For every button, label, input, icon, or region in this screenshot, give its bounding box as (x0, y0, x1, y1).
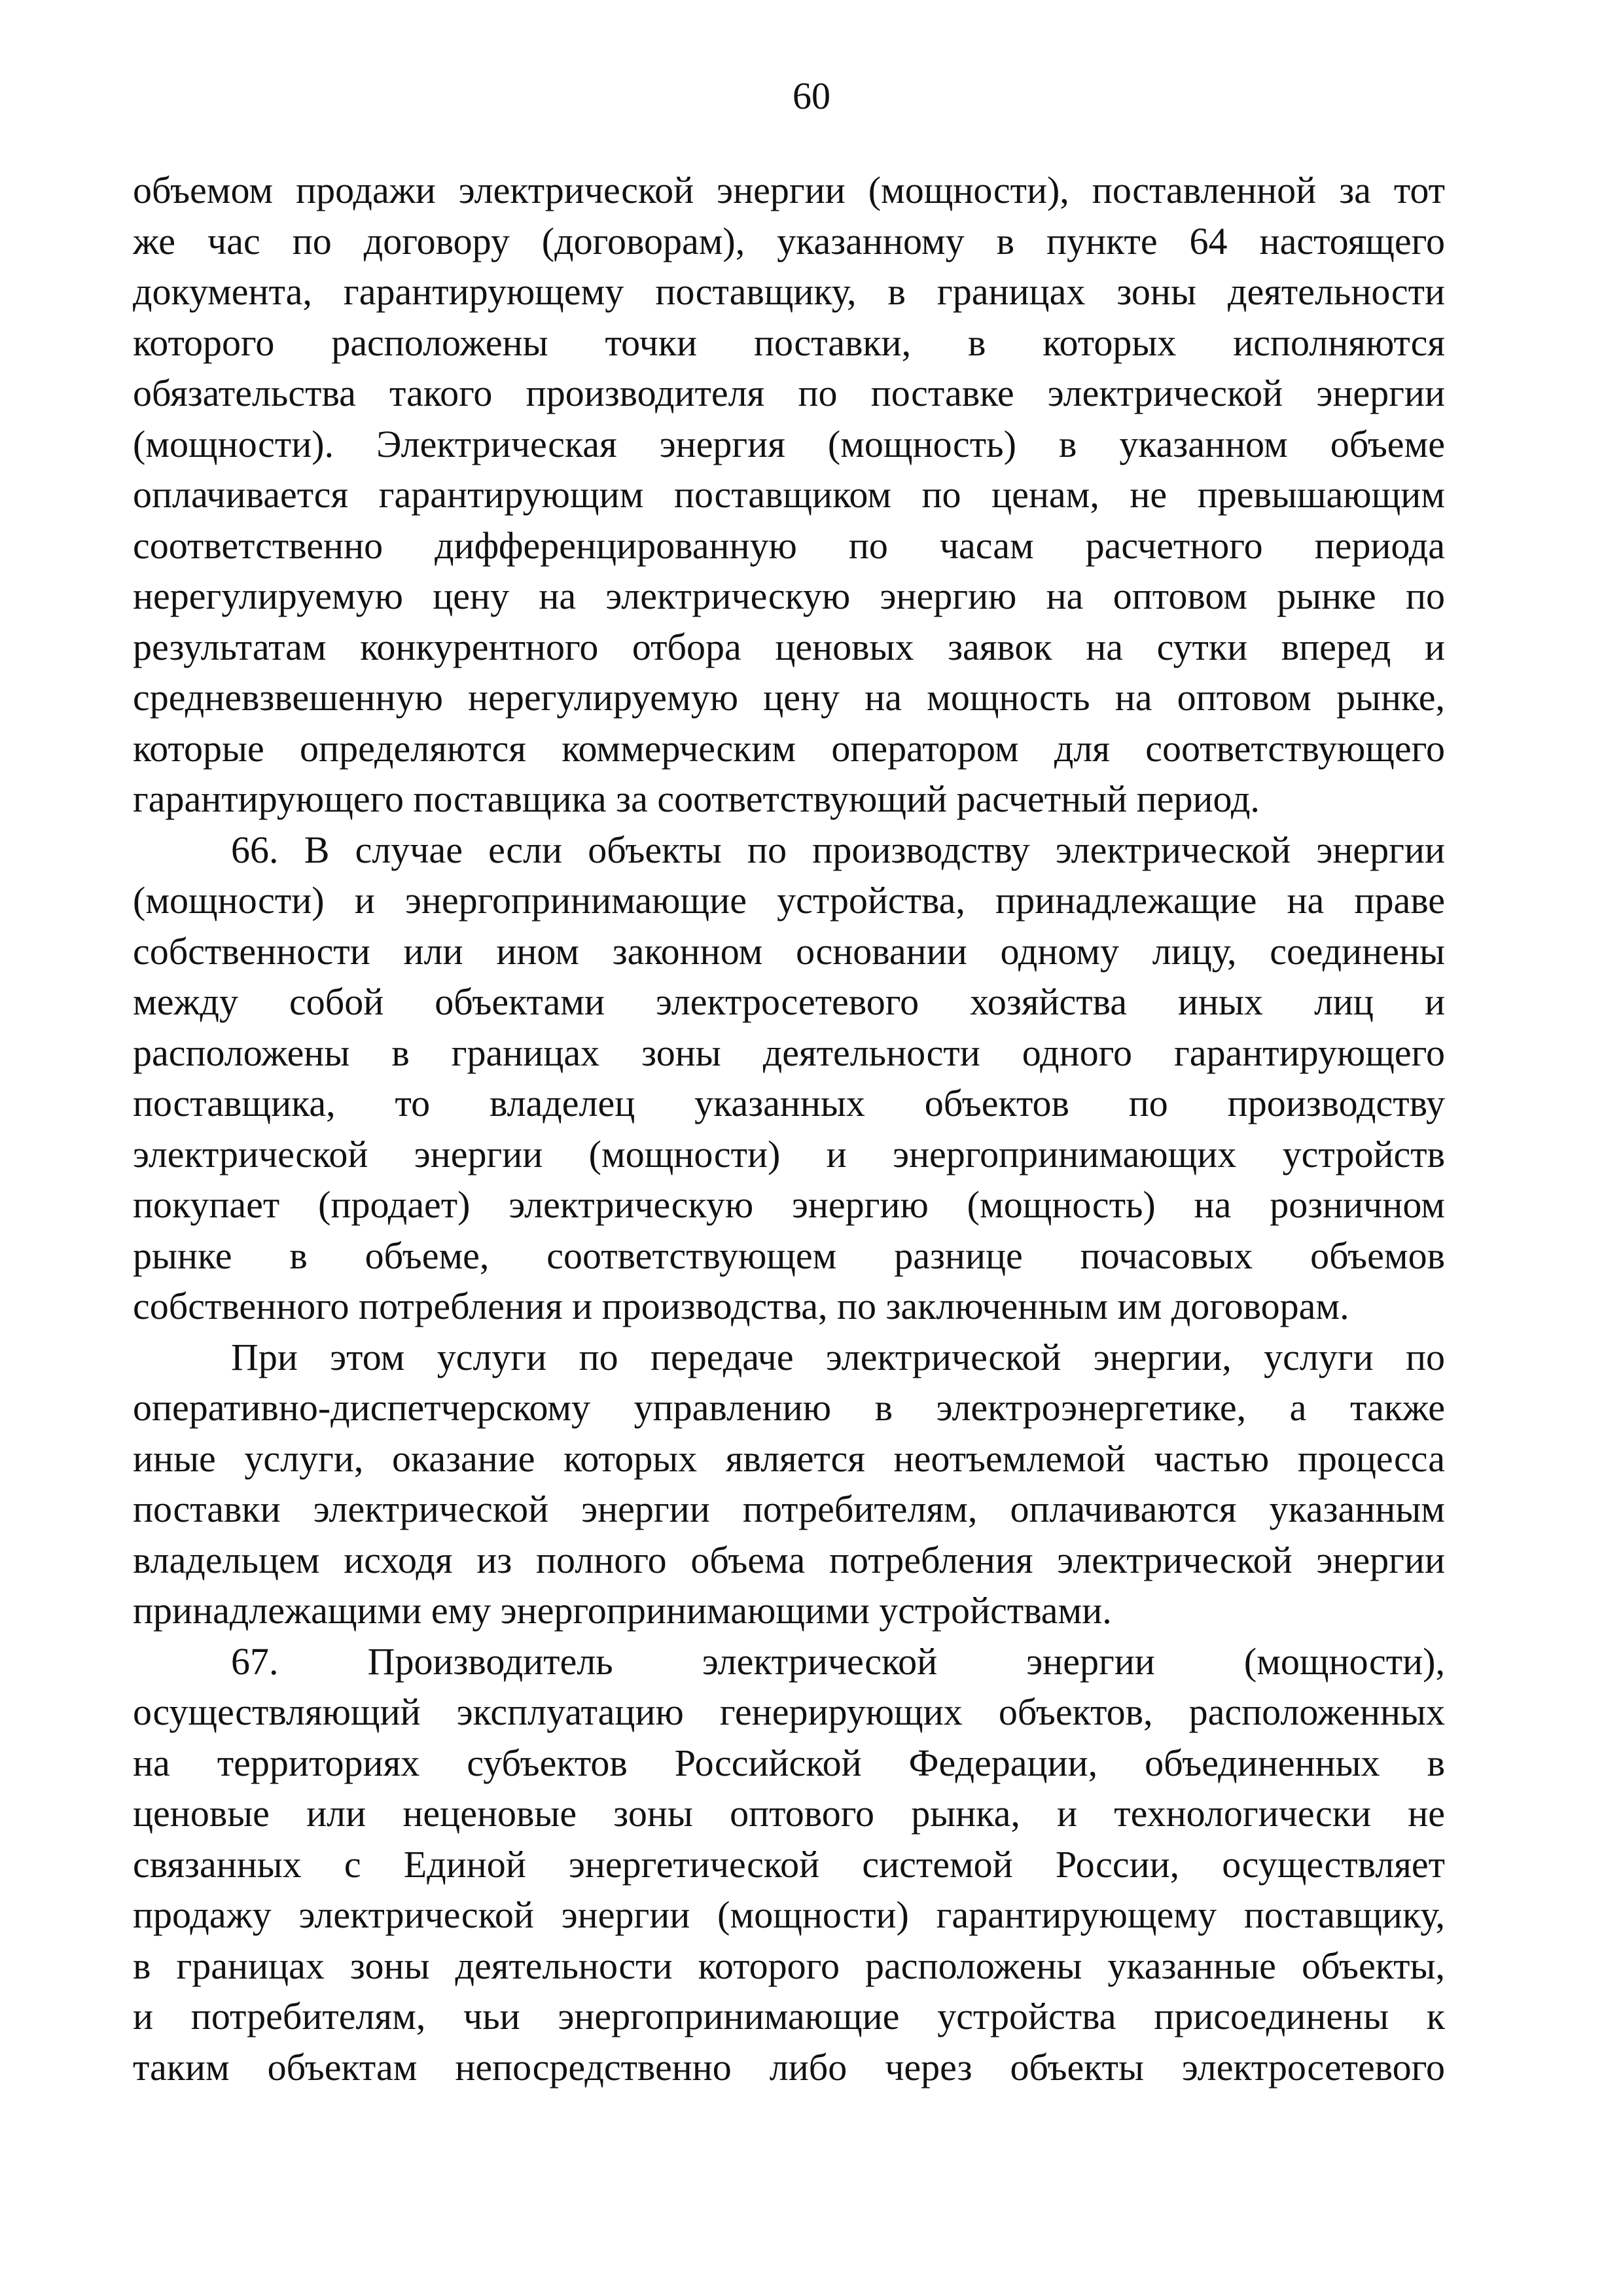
text-line: ценовые или неценовые зоны оптового рынка, и технологически не (133, 1792, 1445, 1835)
text-line: осуществляющий эксплуатацию генерирующих объектов, расположенных (133, 1691, 1445, 1733)
text-line: При этом услуги по передаче электрической энергии, услуги по (231, 1335, 1445, 1378)
text-line: документа, гарантирующему поставщику, в границах зоны деятельности (133, 270, 1445, 313)
text-line: собственности или ином законном основании одному лицу, соединены (133, 929, 1445, 973)
text-line: (мощности) и энергопринимающие устройства, принадлежащие на праве (133, 879, 1445, 922)
text-line: рынке в объеме, соответствующем разнице почасовых объемов (133, 1234, 1445, 1277)
text-line: 67. Производитель электрической энергии (мощности), (231, 1640, 1445, 1683)
text-line: 66. В случае если объекты по производству электрической энергии (231, 828, 1445, 871)
text-line: поставщика, то владелец указанных объектов по производству (133, 1082, 1445, 1124)
text-line: между собой объектами электросетевого хозяйства иных лиц и (133, 980, 1445, 1023)
text-line: результатам конкурентного отбора ценовых заявок на сутки вперед и (133, 625, 1445, 668)
text-line: оплачивается гарантирующим поставщиком по ценам, не превышающим (133, 473, 1445, 516)
text-line: собственного потребления и производства, по заключенным им договорам. (133, 1285, 1349, 1327)
paragraph-item-66 (133, 825, 1445, 1332)
text-line: (мощности). Электрическая энергия (мощность) в указанном объеме (133, 422, 1445, 465)
text-line: иные услуги, оказание которых является неотъемлемой частью процесса (133, 1437, 1445, 1480)
text-line: связанных с Единой энергетической системой России, осуществляет (133, 1842, 1445, 1886)
text-line: объемом продажи электрической энергии (мощности), поставленной за тот (133, 169, 1445, 211)
text-line: принадлежащими ему энергопринимающими устройствами. (133, 1589, 1112, 1632)
text-line: владельцем исходя из полного объема потребления электрической энергии (133, 1538, 1445, 1581)
text-line: которого расположены точки поставки, в которых исполняются (133, 321, 1445, 364)
text-line: оперативно-диспетчерскому управлению в электроэнергетике, а также (133, 1386, 1445, 1429)
text-line: в границах зоны деятельности которого расположены указанные объекты, (133, 1944, 1445, 1987)
text-line: же час по договору (договорам), указанному в пункте 64 настоящего (133, 219, 1445, 262)
text-line: расположены в границах зоны деятельности одного гарантирующего (133, 1031, 1445, 1074)
text-line: на территориях субъектов Российской Федерации, объединенных в (133, 1741, 1445, 1784)
text-line: таким объектам непосредственно либо через объекты электросетевого (133, 2045, 1445, 2089)
text-line: покупает (продает) электрическую энергию (мощность) на розничном (133, 1183, 1445, 1226)
page-number: 60 (793, 75, 830, 117)
text-line: которые определяются коммерческим оператором для соответствующего (133, 726, 1445, 770)
paragraph-continuation (133, 165, 1445, 825)
text-line: продажу электрической энергии (мощности) гарантирующему поставщику, (133, 1893, 1445, 1936)
text-line: средневзвешенную нерегулируемую цену на мощность на оптовом рынке, (133, 676, 1445, 719)
document-body (133, 165, 1445, 2092)
text-line: поставки электрической энергии потребителям, оплачиваются указанным (133, 1488, 1445, 1530)
text-line: нерегулируемую цену на электрическую энергию на оптовом рынке по (133, 575, 1445, 617)
text-line: электрической энергии (мощности) и энергопринимающих устройств (133, 1132, 1445, 1175)
text-line: гарантирующего поставщика за соответствующий расчетный период. (133, 778, 1260, 820)
paragraph-item-67 (133, 1636, 1445, 2093)
text-line: и потребителям, чьи энергопринимающие устройства присоединены к (133, 1995, 1445, 2037)
text-line: соответственно дифференцированную по часам расчетного периода (133, 524, 1445, 567)
text-line: обязательства такого производителя по поставке электрической энергии (133, 372, 1445, 414)
paragraph-services (133, 1332, 1445, 1636)
